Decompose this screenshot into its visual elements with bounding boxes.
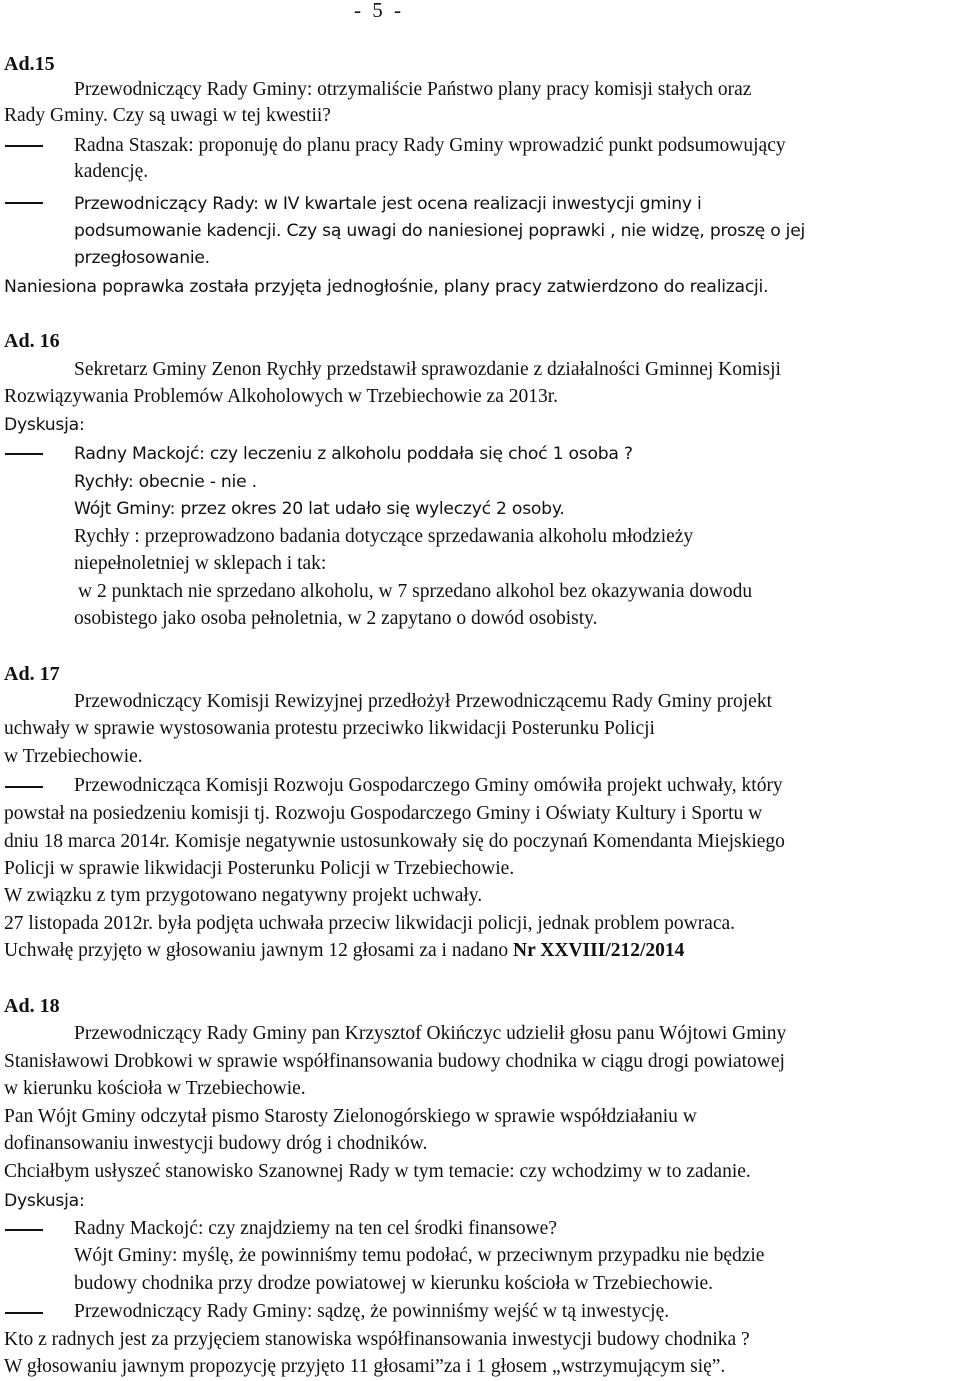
paragraph-line: Naniesiona poprawka została przyjęta jednogłośnie, plany pracy zatwierdzono do realizacji. <box>4 277 769 297</box>
paragraph-line: Przewodniczący Rady Gminy: sądzę, że powinniśmy wejść w tą inwestycję. <box>74 1301 670 1322</box>
page-number: - 5 - <box>354 0 404 22</box>
paragraph-line: Pan Wójt Gminy odczytał pismo Starosty Zielonogórskiego w sprawie współdziałaniu w <box>4 1106 697 1127</box>
paragraph-line: Rady Gminy. Czy są uwagi w tej kwestii? <box>4 105 331 126</box>
paragraph-line: Przewodniczący Komisji Rewizyjnej przedłożył Przewodniczącemu Rady Gminy projekt <box>74 691 772 712</box>
paragraph-line: Sekretarz Gminy Zenon Rychły przedstawił sprawozdanie z działalności Gminnej Komisji <box>74 359 781 380</box>
paragraph-line: powstał na posiedzeniu komisji tj. Rozwoju Gospodarczego Gminy i Oświaty Kultury i Sportu w <box>4 803 763 824</box>
list-dash <box>5 453 43 455</box>
section-heading: Ad. 16 <box>4 330 60 352</box>
paragraph-line: 27 listopada 2012r. była podjęta uchwała przeciw likwidacji policji, jednak problem powraca. <box>4 913 736 934</box>
paragraph-line: Radna Staszak: proponuję do planu pracy Rady Gminy wprowadzić punkt podsumowujący <box>74 135 786 156</box>
paragraph-line: Przewodniczący Rady: w IV kwartale jest ocena realizacji inwestycji gminy i <box>74 194 702 214</box>
paragraph-line: Przewodniczący Rady Gminy pan Krzysztof Okińczyc udzielił głosu panu Wójtowi Gminy <box>74 1023 787 1044</box>
paragraph-line: W głosowaniu jawnym propozycję przyjęto 11 głosami”za i 1 głosem „wstrzymującym się”. <box>4 1356 726 1377</box>
paragraph-line: Przewodniczący Rady Gminy: otrzymaliście Państwo plany pracy komisji stałych oraz <box>74 79 752 100</box>
paragraph-line: w kierunku kościoła w Trzebiechowie. <box>4 1078 306 1099</box>
list-dash <box>5 145 43 147</box>
section-heading: Ad. 17 <box>4 663 60 685</box>
paragraph-line: dniu 18 marca 2014r. Komisje negatywnie ustosunkowały się do poczynań Komendanta Miejskiego <box>4 831 785 852</box>
paragraph-line: W związku z tym przygotowano negatywny projekt uchwały. <box>4 885 483 906</box>
paragraph-line: niepełnoletniej w sklepach i tak: <box>74 553 327 574</box>
paragraph-line: Wójt Gminy: przez okres 20 lat udało się wyleczyć 2 osoby. <box>74 499 565 519</box>
paragraph-line: Policji w sprawie likwidacji Posterunku Policji w Trzebiechowie. <box>4 858 515 879</box>
paragraph-line: budowy chodnika przy drodze powiatowej w kierunku kościoła w Trzebiechowie. <box>74 1273 714 1294</box>
paragraph-line: Uchwałę przyjęto w głosowaniu jawnym 12 głosami za i nadano Nr XXVIII/212/2014 <box>4 940 685 961</box>
paragraph-line: Kto z radnych jest za przyjęciem stanowiska współfinansowania inwestycji budowy chodnika ? <box>4 1329 750 1350</box>
section-heading: Ad.15 <box>4 53 55 75</box>
paragraph-line: Stanisławowi Drobkowi w sprawie współfinansowania budowy chodnika w ciągu drogi powiatowej <box>4 1051 785 1072</box>
paragraph-line: podsumowanie kadencji. Czy są uwagi do naniesionej poprawki , nie widzę, proszę o jej <box>74 221 806 241</box>
paragraph-line: Rychły: obecnie - nie . <box>74 472 257 492</box>
paragraph-line: Przewodnicząca Komisji Rozwoju Gospodarczego Gminy omówiła projekt uchwały, który <box>74 775 783 796</box>
paragraph-line: Wójt Gminy: myślę, że powinniśmy temu podołać, w przeciwnym przypadku nie będzie <box>74 1245 765 1266</box>
paragraph-line: dofinansowaniu inwestycji budowy dróg i chodników. <box>4 1133 428 1154</box>
paragraph-line: Rozwiązywania Problemów Alkoholowych w Trzebiechowie za 2013r. <box>4 386 559 407</box>
paragraph-line: w 2 punktach nie sprzedano alkoholu, w 7 sprzedano alkohol bez okazywania dowodu <box>78 581 753 602</box>
section-heading: Ad. 18 <box>4 995 60 1017</box>
paragraph-line: Dyskusja: <box>4 415 85 435</box>
paragraph-line: przegłosowanie. <box>74 248 210 268</box>
paragraph-line: kadencję. <box>74 161 149 182</box>
paragraph-line: Radny Mackojć: czy znajdziemy na ten cel środki finansowe? <box>74 1218 557 1239</box>
paragraph-line: Dyskusja: <box>4 1191 85 1211</box>
paragraph-line: uchwały w sprawie wystosowania protestu przeciwko likwidacji Posterunku Policji <box>4 718 655 739</box>
paragraph-line: Radny Mackojć: czy leczeniu z alkoholu poddała się choć 1 osoba ? <box>74 444 633 464</box>
list-dash <box>5 1312 43 1314</box>
paragraph-line: osobistego jako osoba pełnoletnia, w 2 zapytano o dowód osobisty. <box>74 608 598 629</box>
list-dash <box>5 1229 43 1231</box>
resolution-number: Nr XXVIII/212/2014 <box>513 940 685 961</box>
paragraph-line: Rychły : przeprowadzono badania dotyczące sprzedawania alkoholu młodzieży <box>74 526 694 547</box>
list-dash <box>5 786 43 788</box>
list-dash <box>5 202 43 204</box>
paragraph-line: Chciałbym usłyszeć stanowisko Szanownej Rady w tym temacie: czy wchodzimy w to zadanie. <box>4 1161 751 1182</box>
paragraph-line: w Trzebiechowie. <box>4 746 143 767</box>
